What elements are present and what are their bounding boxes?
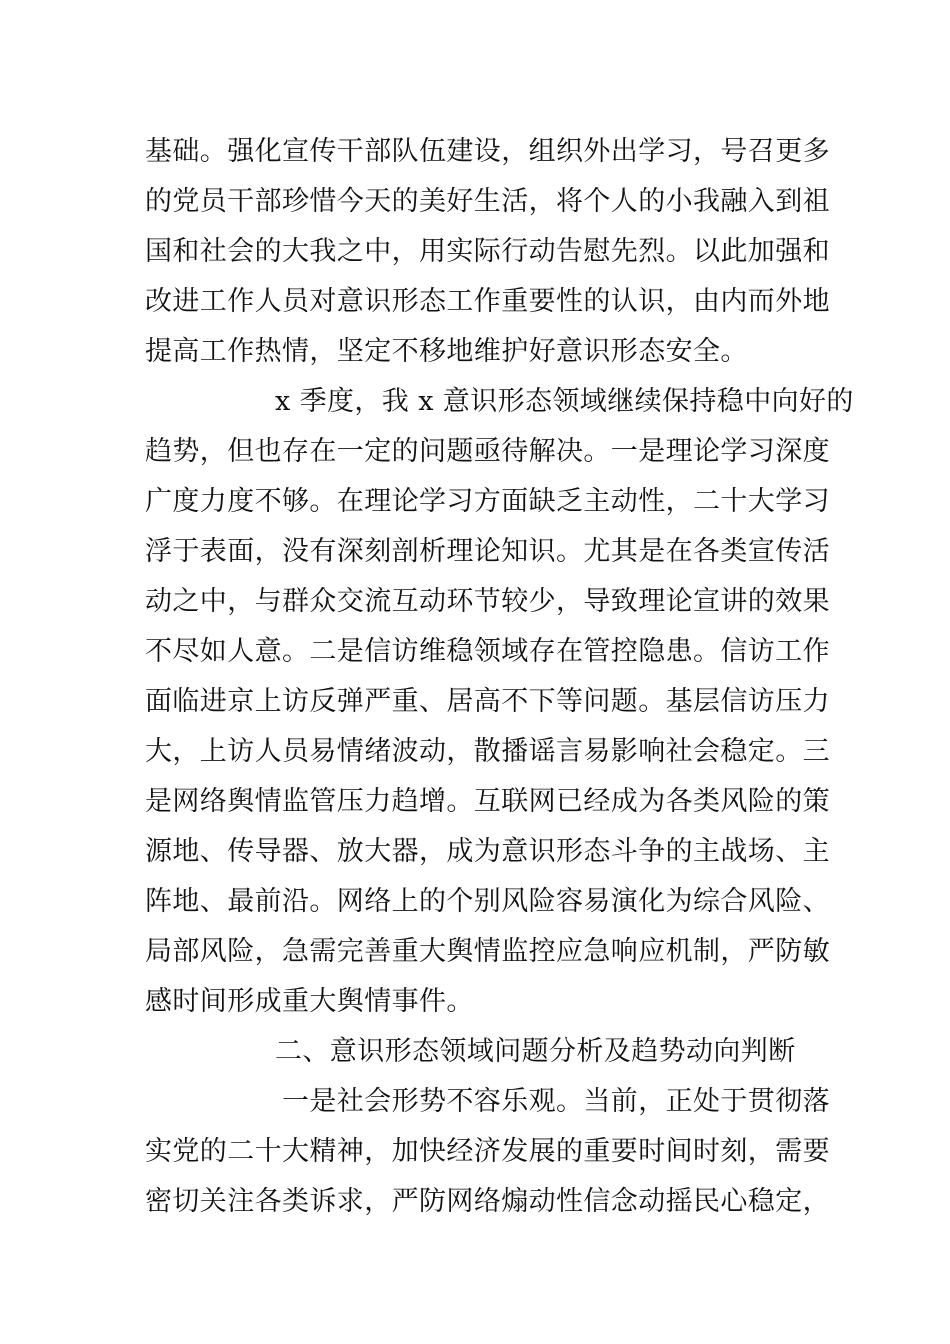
text-line: 动之中，与群众交流互动环节较少，导致理论宣讲的效果 <box>145 586 830 617</box>
text-line: 源地、传导器、放大器，成为意识形态斗争的主战场、主 <box>145 836 830 867</box>
text-line: 提高工作热情，坚定不移地维护好意识形态安全。 <box>145 336 748 367</box>
section-heading: 二、意识形态领域问题分析及趋势动向判断 <box>275 1036 796 1067</box>
text-line: 局部风险，急需完善重大舆情监控应急响应机制，严防敏 <box>145 936 830 967</box>
text-line: 阵地、最前沿。网络上的个别风险容易演化为综合风险、 <box>145 886 830 917</box>
text-line: 面临进京上访反弹严重、居高不下等问题。基层信访压力 <box>145 686 830 717</box>
text-line: 浮于表面，没有深刻剖析理论知识。尤其是在各类宣传活 <box>145 536 830 567</box>
document-body <box>145 127 854 1227</box>
text-line: 大，上访人员易情绪波动，散播谣言易影响社会稳定。三 <box>145 736 830 767</box>
text-line: 的党员干部珍惜今天的美好生活，将个人的小我融入到祖 <box>145 186 830 217</box>
text-line: 广度力度不够。在理论学习方面缺乏主动性，二十大学习 <box>145 486 830 517</box>
text-line: 趋势，但也存在一定的问题亟待解决。一是理论学习深度 <box>145 436 830 467</box>
text-line: 国和社会的大我之中，用实际行动告慰先烈。以此加强和 <box>145 236 830 267</box>
text-line: 密切关注各类诉求，严防网络煽动性信念动摇民心稳定， <box>145 1186 830 1217</box>
paragraph-start-line: x 季度，我 x 意识形态领域继续保持稳中向好的 <box>275 386 854 417</box>
text-line: 基础。强化宣传干部队伍建设，组织外出学习，号召更多 <box>145 136 830 167</box>
paragraph-start-line: 一是社会形势不容乐观。当前，正处于贯彻落 <box>282 1086 830 1117</box>
text-line: 感时间形成重大舆情事件。 <box>145 986 474 1017</box>
text-line: 实党的二十大精神，加快经济发展的重要时间时刻，需要 <box>145 1136 830 1167</box>
text-line: 改进工作人员对意识形态工作重要性的认识，由内而外地 <box>145 286 830 317</box>
text-line: 是网络舆情监管压力趋增。互联网已经成为各类风险的策 <box>145 786 830 817</box>
text-line: 不尽如人意。二是信访维稳领域存在管控隐患。信访工作 <box>145 636 830 667</box>
